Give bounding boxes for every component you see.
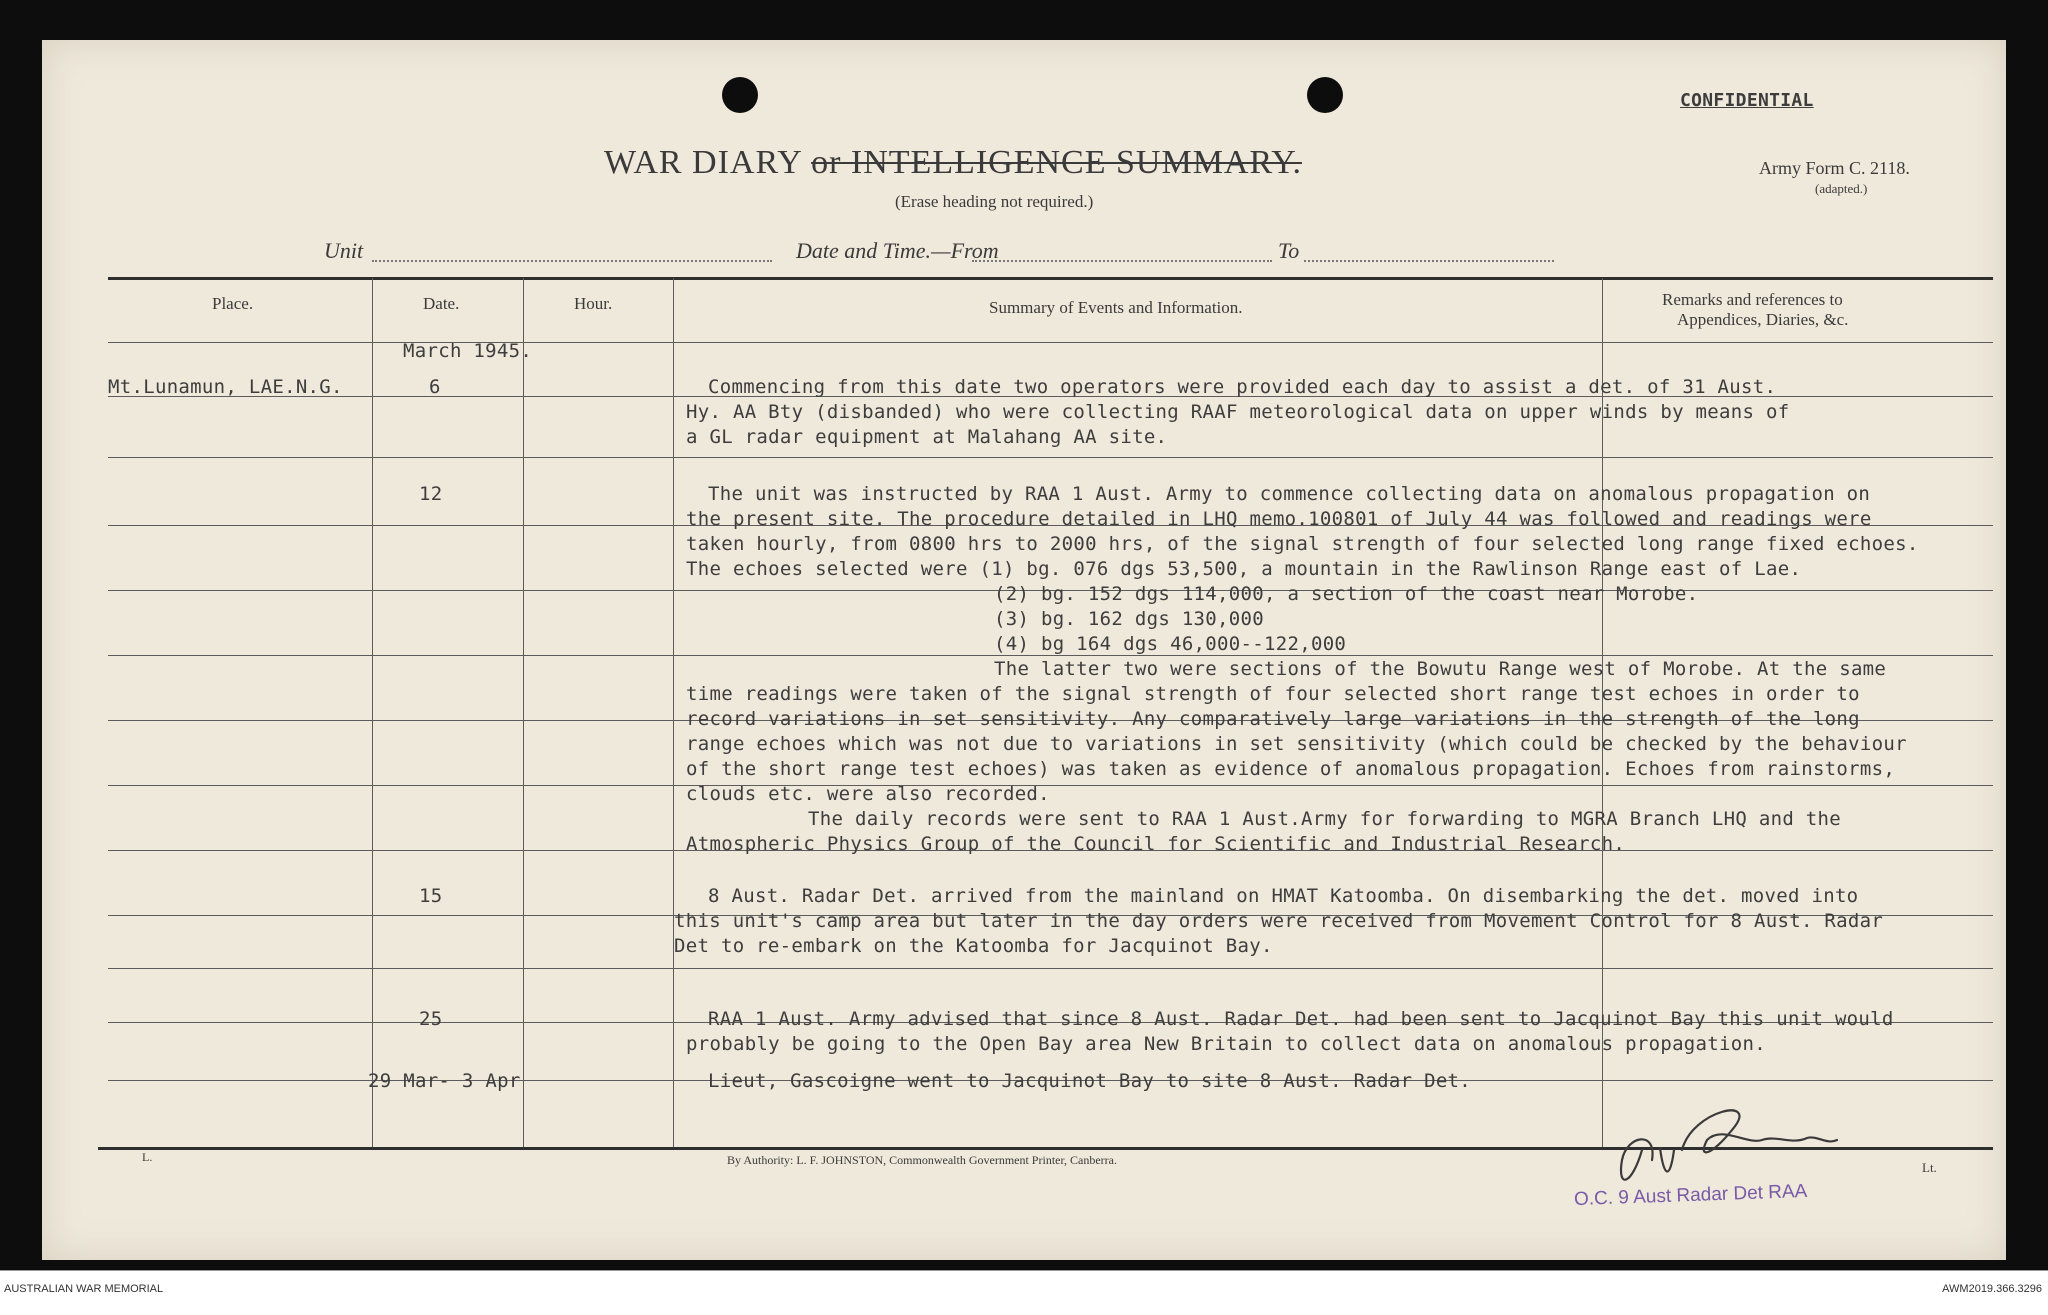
erase-note: (Erase heading not required.) <box>895 192 1094 211</box>
footer-left-mark: L. <box>142 1150 153 1164</box>
archive-footer <box>0 1270 2048 1315</box>
entry-12-line: Atmospheric Physics Group of the Council for Scientific and Industrial Research. <box>686 833 1626 855</box>
col-divider-date <box>523 278 524 1148</box>
war-diary-sheet <box>42 40 2006 1260</box>
entry-12-line: range echoes which was not due to variations in set sensitivity (which could be checked by the behaviour <box>686 733 1907 755</box>
entry-month: March 1945. <box>403 340 533 362</box>
entry-12-line: the present site. The procedure detailed in LHQ memo.100801 of July 44 was followed and readings were <box>686 508 1872 530</box>
date-to-dotted-line <box>1304 260 1554 262</box>
col-header-remarks-2: Appendices, Diaries, &c. <box>1677 310 1849 329</box>
entry-12-line: (2) bg. 152 dgs 114,000, a section of the coast near Morobe. <box>994 583 1699 605</box>
entry-15-line: Det to re-embark on the Katoomba for Jacquinot Bay. <box>674 935 1273 957</box>
unit-stamp: O.C. 9 Aust Radar Det RAA <box>1573 1180 1808 1211</box>
printer-authority: By Authority: L. F. JOHNSTON, Commonwealth Government Printer, Canberra. <box>727 1153 1117 1167</box>
col-header-place: Place. <box>212 294 254 313</box>
punch-hole <box>1307 77 1343 113</box>
unit-dotted-line <box>372 260 772 262</box>
entry-12-line: taken hourly, from 0800 hrs to 2000 hrs, of the signal strength of four selected long range fixed echoes. <box>686 533 1919 555</box>
entry-12-line: The unit was instructed by RAA 1 Aust. Army to commence collecting data on anomalous propagation on <box>708 483 1871 505</box>
archive-name: AUSTRALIAN WAR MEMORIAL <box>4 1283 164 1295</box>
entry-date-25: 25 <box>419 1008 443 1030</box>
entry-12-line: clouds etc. were also recorded. <box>686 783 1050 805</box>
col-header-date: Date. <box>423 294 460 313</box>
entry-12-line: (3) bg. 162 dgs 130,000 <box>994 608 1264 630</box>
date-time-label: Date and Time.—From <box>796 238 999 263</box>
entry-29-line: Lieut, Gascoigne went to Jacquinot Bay to site 8 Aust. Radar Det. <box>708 1070 1472 1092</box>
signature-suffix: Lt. <box>1922 1160 1937 1175</box>
form-adapted: (adapted.) <box>1815 181 1868 196</box>
entry-15-line: this unit's camp area but later in the day orders were received from Movement Control for 8 Aust. Radar <box>674 910 1884 932</box>
col-divider-hour <box>673 278 674 1148</box>
title-struck: or INTELLIGENCE SUMMARY. <box>811 144 1302 181</box>
entry-12-line: (4) bg 164 dgs 46,000--122,000 <box>994 633 1347 655</box>
header-row-rule <box>108 342 1993 343</box>
col-header-summary: Summary of Events and Information. <box>989 298 1243 317</box>
date-from-dotted-line <box>972 260 1272 262</box>
page-title <box>604 144 1302 182</box>
entry-12-line: The latter two were sections of the Bowutu Range west of Morobe. At the same <box>994 658 1887 680</box>
row-rule <box>108 457 1993 458</box>
date-to-label: To <box>1278 238 1300 263</box>
table-top-rule <box>108 277 1993 280</box>
entry-6-line: a GL radar equipment at Malahang AA site. <box>686 426 1168 448</box>
col-header-hour: Hour. <box>574 294 613 313</box>
entry-25-line: probably be going to the Open Bay area New Britain to collect data on anomalous propagation. <box>686 1033 1766 1055</box>
entry-12-line: The daily records were sent to RAA 1 Aust.Army for forwarding to MGRA Branch LHQ and the <box>808 808 1842 830</box>
entry-place: Mt.Lunamun, LAE.N.G. <box>108 376 343 398</box>
entry-25-line: RAA 1 Aust. Army advised that since 8 Aust. Radar Det. had been sent to Jacquinot Bay this unit would <box>708 1008 1894 1030</box>
row-rule <box>108 655 1993 656</box>
archive-id: AWM2019.366.3296 <box>1942 1283 2042 1295</box>
col-header-remarks-1: Remarks and references to <box>1662 290 1843 309</box>
entry-date-12: 12 <box>419 483 443 505</box>
punch-hole <box>722 77 758 113</box>
col-divider-place <box>372 278 373 1148</box>
entry-12-line: of the short range test echoes) was taken as evidence of anomalous propagation. Echoes from rainstorms, <box>686 758 1896 780</box>
entry-6-line: Commencing from this date two operators were provided each day to assist a det. of 31 Aust. <box>708 376 1777 398</box>
entry-12-line: record variations in set sensitivity. Any comparatively large variations in the strength of the long <box>686 708 1860 730</box>
entry-date-29: 29 Mar- 3 Apr <box>368 1070 521 1092</box>
title-war-diary: WAR DIARY <box>604 144 802 181</box>
entry-15-line: 8 Aust. Radar Det. arrived from the mainland on HMAT Katoomba. On disembarking the det. moved into <box>708 885 1859 907</box>
entry-12-line: The echoes selected were (1) bg. 076 dgs 53,500, a mountain in the Rawlinson Range east of Lae. <box>686 558 1802 580</box>
entry-12-line: time readings were taken of the signal strength of four selected short range test echoes in order to <box>686 683 1860 705</box>
entry-date-15: 15 <box>419 885 443 907</box>
unit-label: Unit <box>324 238 364 263</box>
entry-date-6: 6 <box>429 376 441 398</box>
row-rule <box>108 968 1993 969</box>
entry-6-line: Hy. AA Bty (disbanded) who were collecting RAAF meteorological data on upper winds by means of <box>686 401 1790 423</box>
row-rule <box>108 785 1993 786</box>
army-form-number: Army Form C. 2118. <box>1759 158 1910 178</box>
confidential-label: CONFIDENTIAL <box>1680 90 1814 111</box>
